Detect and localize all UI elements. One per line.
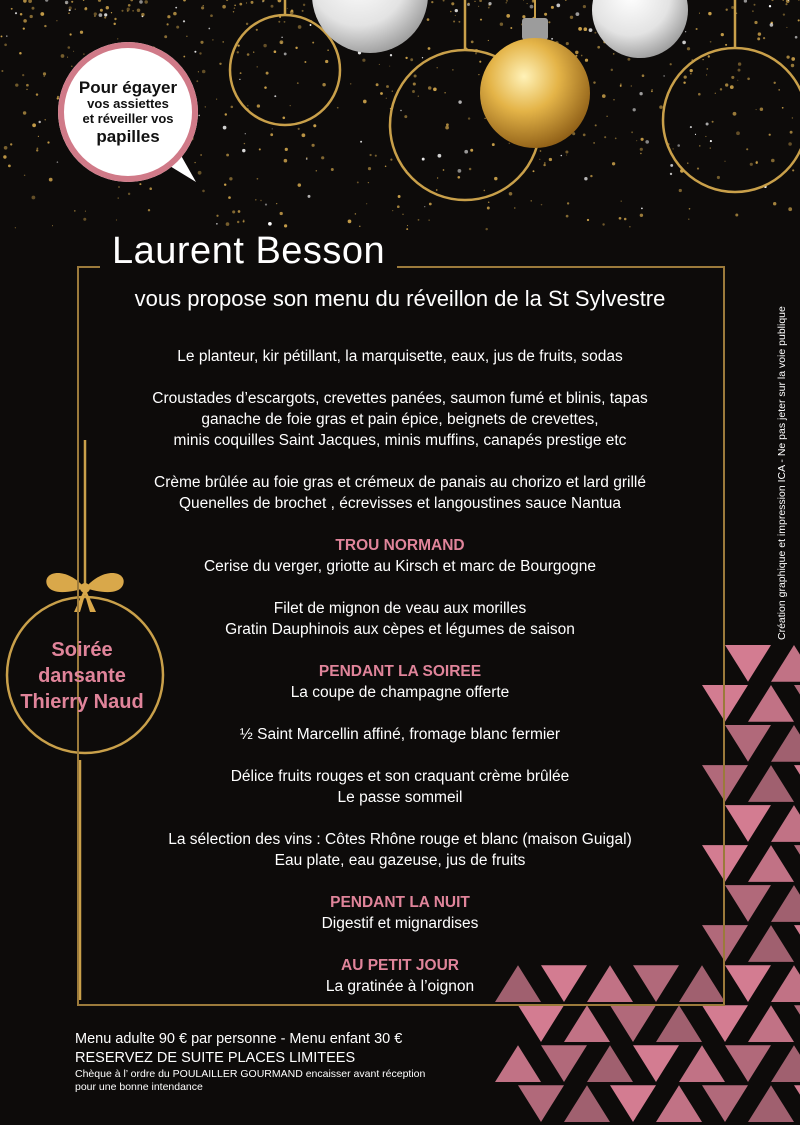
cheque-line: Chèque à l’ ordre du POULAILLER GOURMAND encaisser avant réception — [75, 1068, 426, 1080]
menu-section-aperitif — [90, 346, 710, 367]
menu-line: La sélection des vins : Côtes Rhône rouge et blanc (maison Guigal) — [168, 831, 632, 848]
menu-line: ganache de foie gras et pain épice, beignets de crevettes, — [201, 411, 599, 428]
speech-bubble — [58, 42, 198, 182]
menu-section-dessert — [90, 766, 710, 808]
page-title: Laurent Besson — [100, 230, 397, 273]
menu-section-petit-jour — [90, 955, 710, 997]
menu-line: minis coquilles Saint Jacques, minis muffins, canapés prestige etc — [173, 432, 627, 449]
bubble-line-4: papilles — [96, 126, 160, 146]
gold-bauble — [480, 0, 590, 148]
menu-line: Gratin Dauphinois aux cèpes et légumes de saison — [225, 621, 575, 638]
menu-line: Crème brûlée au foie gras et crémeux de panais au chorizo et lard grillé — [154, 474, 646, 491]
dance-line-3: Thierry Naud — [20, 691, 144, 713]
menu-line: Eau plate, eau gazeuse, jus de fruits — [274, 852, 526, 869]
price-line: Menu adulte 90 € par personne - Menu enfant 30 € — [75, 1031, 403, 1047]
menu-section-fromage — [90, 724, 710, 745]
dance-evening-badge — [2, 596, 162, 756]
menu-section-vins — [90, 829, 710, 871]
menu-line: Cerise du verger, griotte au Kirsch et marc de Bourgogne — [203, 558, 596, 575]
menu-line: Digestif et mignardises — [321, 915, 479, 932]
dance-line-1: Soirée — [51, 639, 113, 661]
section-heading: TROU NORMAND — [335, 537, 465, 554]
page-subtitle: vous propose son menu du réveillon de la St Sylvestre — [134, 286, 666, 311]
menu-section-nuit — [90, 892, 710, 934]
menu-list — [90, 346, 710, 1018]
side-credit-note: Création graphique et impression ICA - Ne pas jeter sur la voie publique — [776, 306, 788, 640]
menu-line: La coupe de champagne offerte — [290, 684, 510, 701]
menu-section-entrees — [90, 472, 710, 514]
menu-line: ½ Saint Marcellin affiné, fromage blanc fermier — [239, 726, 561, 743]
menu-line: Délice fruits rouges et son craquant crème brûlée — [230, 768, 570, 785]
menu-line: Filet de mignon de veau aux morilles — [273, 600, 527, 617]
menu-section-trou-normand — [90, 535, 710, 577]
bubble-line-2: vos assiettes — [87, 96, 169, 112]
menu-section-amuse — [90, 388, 710, 451]
menu-section-plat — [90, 598, 710, 640]
menu-section-soiree — [90, 661, 710, 703]
menu-line: Le planteur, kir pétillant, la marquisette, eaux, jus de fruits, sodas — [177, 348, 623, 365]
bubble-line-1: Pour égayer — [78, 78, 178, 98]
footer-info — [75, 1030, 425, 1094]
reserve-line: RESERVEZ DE SUITE PLACES LIMITEES — [75, 1050, 356, 1066]
section-heading: AU PETIT JOUR — [341, 957, 459, 974]
dance-line-2: dansante — [38, 665, 126, 687]
menu-line: Le passe sommeil — [337, 789, 463, 806]
intendance-line: pour une bonne intendance — [75, 1081, 203, 1093]
section-heading: PENDANT LA NUIT — [330, 894, 470, 911]
silver-bauble — [312, 0, 688, 58]
bubble-line-3: et réveiller vos — [82, 111, 174, 126]
menu-line: Quenelles de brochet , écrevisses et langoustines sauce Nantua — [178, 495, 621, 512]
menu-line: Croustades d’escargots, crevettes panées, saumon fumé et blinis, tapas — [152, 390, 648, 407]
menu-line: La gratinée à l’oignon — [325, 978, 475, 995]
section-heading: PENDANT LA SOIREE — [318, 663, 482, 680]
